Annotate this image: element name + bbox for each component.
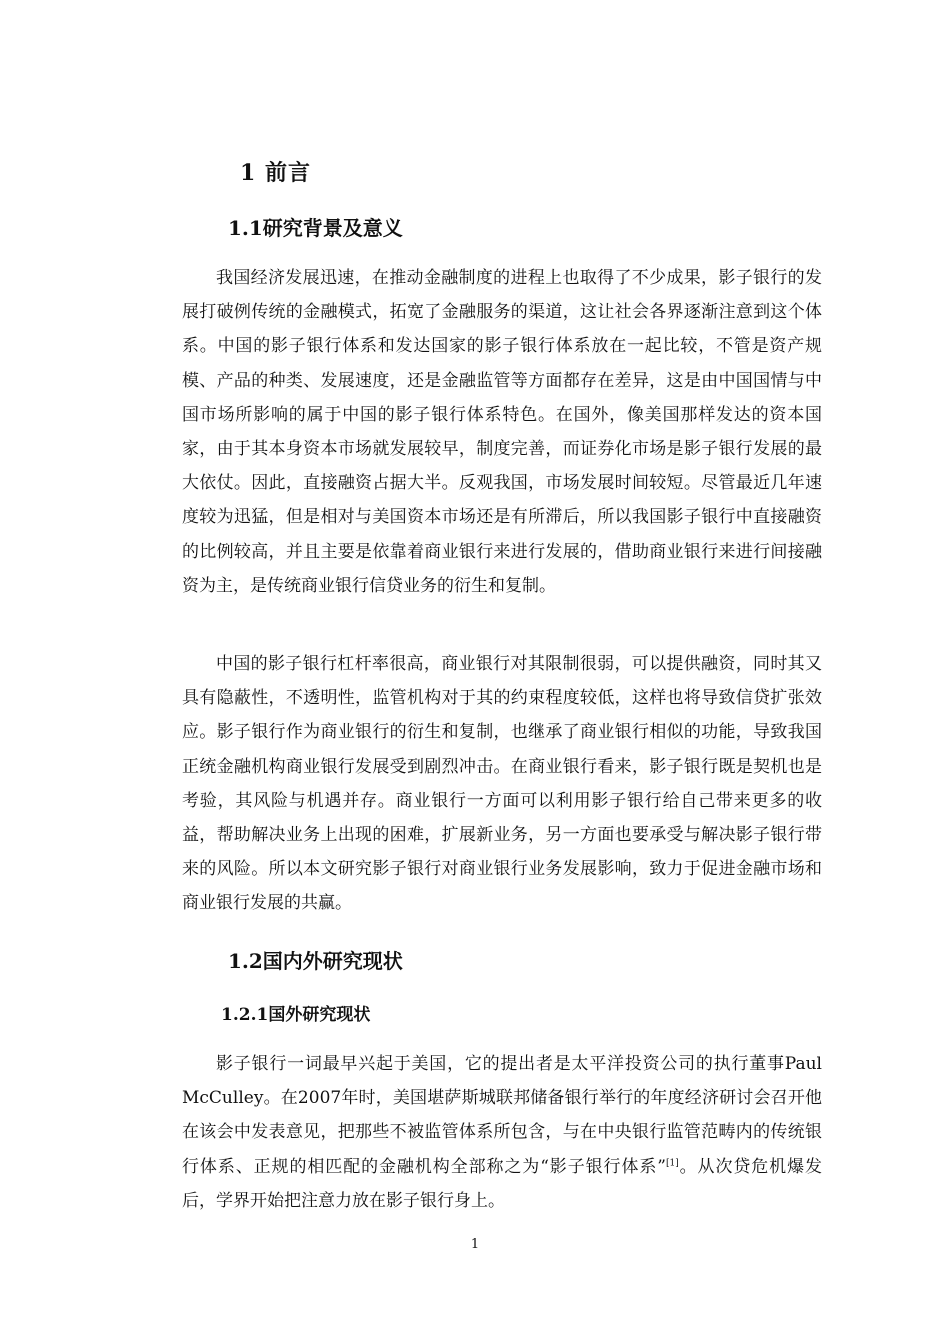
paragraph-background-1 xyxy=(182,261,822,603)
paragraph-text-before-ref: 影子银行一词最早兴起于美国，它的提出者是太平洋投资公司的执行董事Paul McCulley。在2007年时，美国堪萨斯城联邦储备银行举行的年度经济研讨会召开他在该会中发表意见，把那些不被监管体系所包含，与在中央银行监管范畴内的传统银行体系、正规的相匹配的金融机构全部称之为“影子银行体系” xyxy=(182,1054,822,1177)
paragraph-text: 中国的影子银行杠杆率很高，商业银行对其限制很弱，可以提供融资，同时其又具有隐蔽性，不透明性，监管机构对于其的约束程度较低，这样也将导致信贷扩张效应。影子银行作为商业银行的衍生和复制，也继承了商业银行相似的功能，导致我国正统金融机构商业银行发展受到剧烈冲击。在商业银行看来，影子银行既是契机也是考验，其风险与机遇并存。商业银行一方面可以利用影子银行给自己带来更多的收益，帮助解决业务上出现的困难，扩展新业务，另一方面也要承受与解决影子银行带来的风险。所以本文研究影子银行对商业银行业务发展影响，致力于促进金融市场和商业银行发展的共赢。 xyxy=(182,654,822,914)
paragraph-text xyxy=(182,1047,822,1218)
paragraph-foreign-research xyxy=(182,1047,822,1218)
citation-reference: [1] xyxy=(665,1157,679,1168)
page-number: 1 xyxy=(470,1237,480,1252)
section-heading-1-1: 1.1研究背景及意义 xyxy=(228,216,403,240)
chapter-heading: 1 前言 xyxy=(240,160,311,186)
paragraph-text-after-ref: 。从次贷危机爆发后，学界开始把注意力放在影子银行身上。 xyxy=(182,1156,823,1211)
paragraph-text: 我国经济发展迅速，在推动金融制度的进程上也取得了不少成果，影子银行的发展打破例传统的金融模式，拓宽了金融服务的渠道，这让社会各界逐渐注意到这个体系。中国的影子银行体系和发达国家的影子银行体系放在一起比较，不管是资产规模、产品的种类、发展速度，还是金融监管等方面都存在差异，这是由中国国情与中国市场所影响的属于中国的影子银行体系特色。在国外，像美国那样发达的资本国家，由于其本身资本市场就发展较早，制度完善，而证券化市场是影子银行发展的最大依仗。因此，直接融资占据大半。反观我国，市场发展时间较短。尽管最近几年速度较为迅猛，但是相对与美国资本市场还是有所滞后，所以我国影子银行中直接融资的比例较高，并且主要是依靠着商业银行来进行发展的，借助商业银行来进行间接融资为主，是传统商业银行信贷业务的衍生和复制。 xyxy=(182,268,822,596)
paragraph-background-2 xyxy=(182,647,822,921)
subsection-heading-1-2-1: 1.2.1国外研究现状 xyxy=(221,1005,371,1025)
section-heading-1-2: 1.2国内外研究现状 xyxy=(228,949,403,973)
